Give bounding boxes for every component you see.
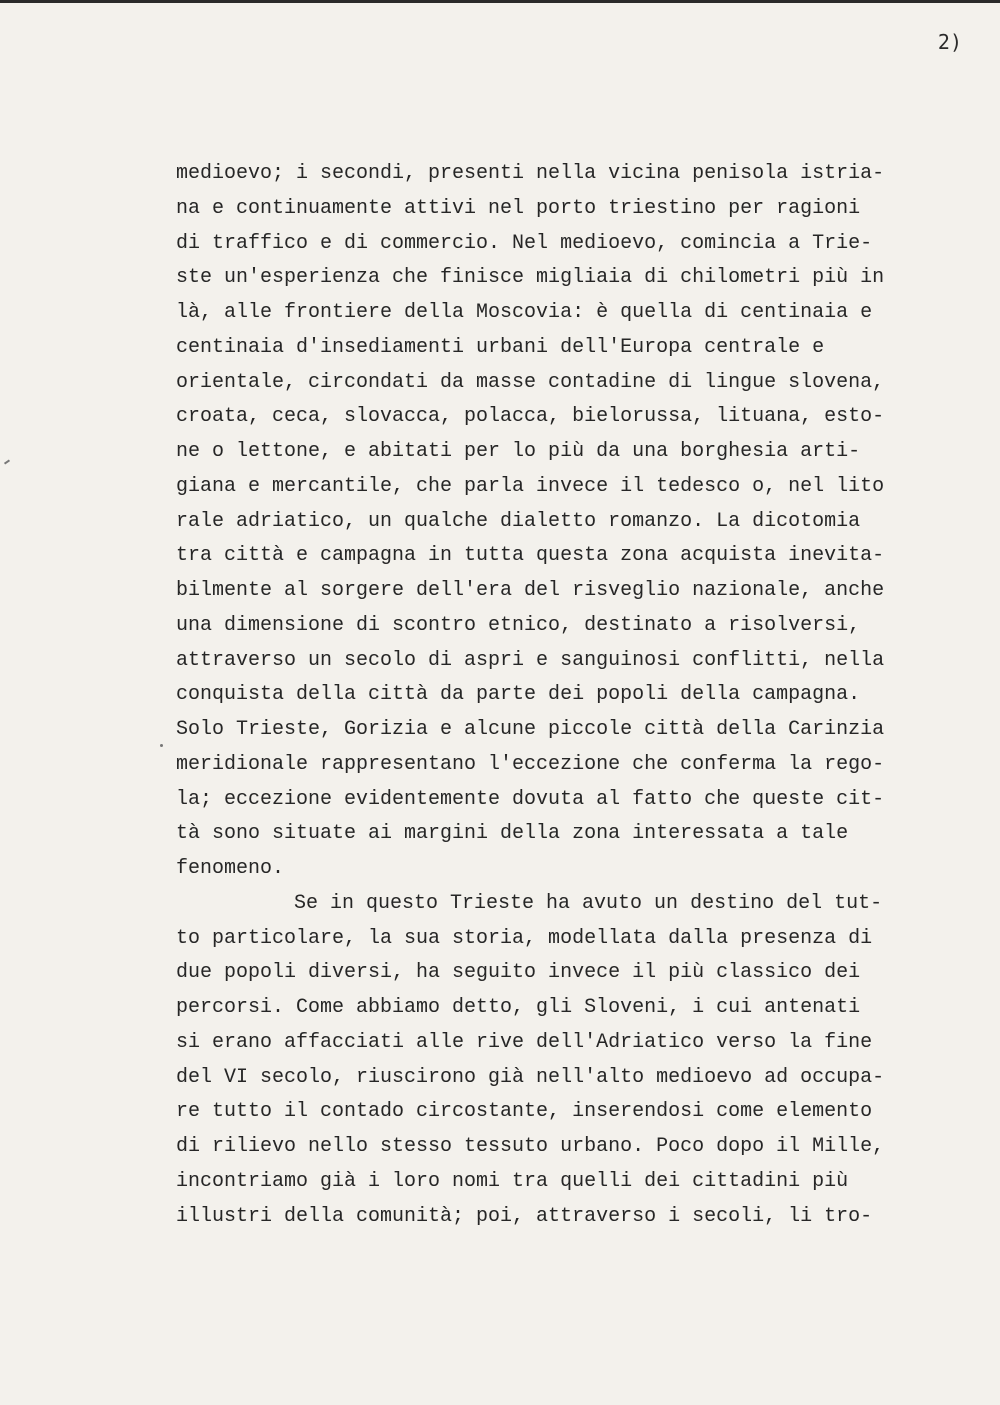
text-line: di rilievo nello stesso tessuto urbano. Poco dopo il Mille, (176, 1135, 885, 1158)
text-line: conquista della città da parte dei popoli della campagna. (176, 683, 861, 707)
text-line: due popoli diversi, ha seguito invece il più classico dei (176, 961, 861, 985)
text-line: giana e mercantile, che parla invece il tedesco o, nel lito (176, 474, 885, 498)
text-line: Solo Trieste, Gorizia e alcune piccole città della Carinzia (176, 718, 885, 741)
page-number: 2) (937, 30, 962, 54)
text-line: ne o lettone, e abitati per lo più da una borghesia arti- (176, 440, 861, 463)
text-line: ste un'esperienza che finisce migliaia di chilometri più in (176, 266, 885, 290)
text-line: del VI secolo, riuscirono già nell'alto medioevo ad occupa- (176, 1065, 885, 1089)
text-line: la; eccezione evidentemente dovuta al fatto che queste cit- (176, 787, 885, 811)
text-line: bilmente al sorgere dell'era del risveglio nazionale, anche (176, 579, 885, 602)
text-line: meridionale rappresentano l'eccezione che conferma la rego- (176, 752, 885, 776)
margin-dot (160, 744, 163, 747)
text-line: attraverso un secolo di aspri e sanguinosi conflitti, nella (176, 648, 885, 672)
text-line: centinaia d'insediamenti urbani dell'Europa centrale e (176, 335, 825, 359)
paragraph-first-line: Se in questo Trieste ha avuto un destino del tut- (294, 891, 883, 915)
text-line: fenomeno. (176, 857, 285, 880)
margin-mark (4, 459, 10, 464)
text-line: tà sono situate ai margini della zona interessata a tale (176, 822, 849, 846)
text-line: là, alle frontiere della Moscovia: è quella di centinaia e (176, 301, 873, 324)
text-line: una dimensione di scontro etnico, destinato a risolversi, (176, 613, 861, 637)
text-line: to particolare, la sua storia, modellata dalla presenza di (176, 926, 873, 950)
text-line: medioevo; i secondi, presenti nella vicina penisola istria- (176, 162, 885, 185)
text-line: incontriamo già i loro nomi tra quelli dei cittadini più (176, 1169, 849, 1193)
text-line: si erano affacciati alle rive dell'Adriatico verso la fine (176, 1030, 873, 1054)
text-line: percorsi. Come abbiamo detto, gli Sloveni, i cui antenati (176, 996, 861, 1019)
text-line: orientale, circondati da masse contadine di lingue slovena, (176, 370, 885, 394)
text-line: illustri della comunità; poi, attraverso i secoli, li tro- (176, 1204, 873, 1228)
text-line: rale adriatico, un qualche dialetto romanzo. La dicotomia (176, 509, 861, 533)
text-line: tra città e campagna in tutta questa zona acquista inevita- (176, 544, 885, 568)
text-line: re tutto il contado circostante, inserendosi come elemento (176, 1100, 873, 1124)
document-body (176, 157, 894, 1234)
text-line: croata, ceca, slovacca, polacca, bielorussa, lituana, esto- (176, 405, 885, 429)
text-line: na e continuamente attivi nel porto triestino per ragioni (176, 196, 861, 220)
text-line: di traffico e di commercio. Nel medioevo, comincia a Trie- (176, 231, 873, 255)
